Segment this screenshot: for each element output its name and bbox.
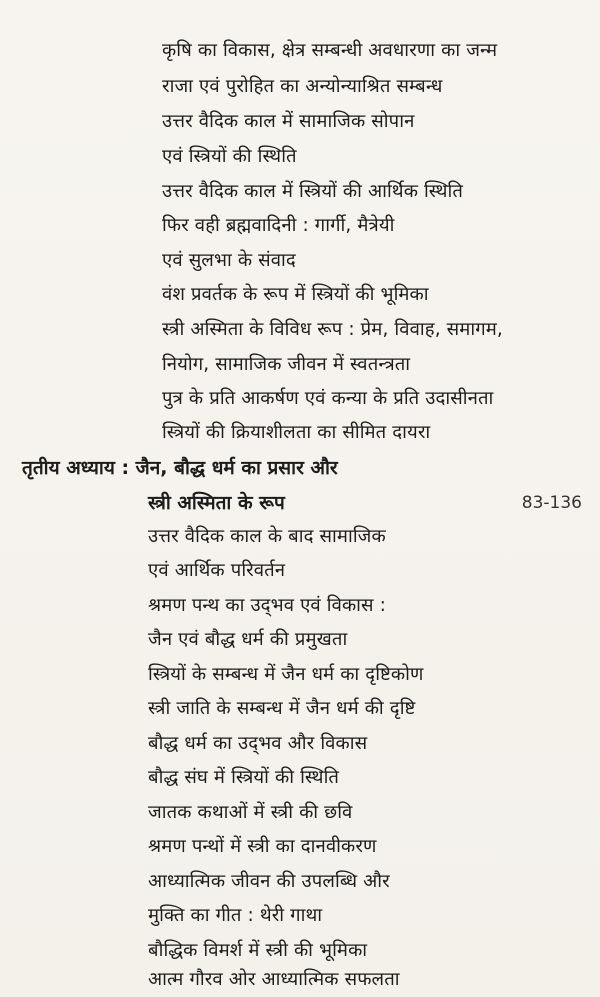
toc-entry: राजा एवं पुरोहित का अन्योन्याश्रित सम्बन्ध xyxy=(162,76,443,97)
toc-entry: उत्तर वैदिक काल में सामाजिक सोपान xyxy=(162,111,415,132)
toc-entry: वंश प्रवर्तक के रूप में स्त्रियों की भूमिका xyxy=(162,284,429,305)
toc-entry: जातक कथाओं में स्त्री की छवि xyxy=(148,802,353,823)
toc-entry: बौद्ध धर्म का उद्‌भव और विकास xyxy=(148,733,368,754)
chapter-title: तृतीय अध्याय : जैन, बौद्ध धर्म का प्रसार और xyxy=(22,457,338,479)
toc-entry: स्त्री जाति के सम्बन्ध में जैन धर्म की दृष्टि xyxy=(148,698,416,719)
chapter-page-range: 83-136 xyxy=(521,493,582,513)
toc-entry: कृषि का विकास, क्षेत्र सम्बन्धी अवधारणा का जन्म xyxy=(162,40,498,61)
chapter-subtitle: स्त्री अस्मिता के रूप xyxy=(148,492,285,514)
toc-entry: उत्तर वैदिक काल के बाद सामाजिक xyxy=(148,526,386,547)
toc-entry: श्रमण पन्थों में स्त्री का दानवीकरण xyxy=(148,836,377,857)
toc-entry: एवं सुलभा के संवाद xyxy=(162,250,296,271)
toc-entry: श्रमण पन्थ का उद्‌भव एवं विकास : xyxy=(148,595,386,616)
toc-entry: मुक्ति का गीत : थेरी गाथा xyxy=(148,905,323,926)
toc-entry: एवं आर्थिक परिवर्तन xyxy=(148,560,286,581)
toc-entry: एवं स्त्रियों की स्थिति xyxy=(162,146,297,167)
toc-entry: आध्यात्मिक जीवन की उपलब्धि और xyxy=(148,871,390,892)
toc-entry: आत्म गौरव ओर आध्यात्मिक सफलता xyxy=(148,969,400,990)
toc-entry: जैन एवं बौद्ध धर्म की प्रमुखता xyxy=(148,629,348,650)
toc-entry: फिर वही ब्रह्मवादिनी : गार्गी, मैत्रेयी xyxy=(162,215,395,236)
toc-entry: नियोग, सामाजिक जीवन में स्वतन्त्रता xyxy=(162,354,411,375)
toc-entry: स्त्री अस्मिता के विविध रूप : प्रेम, विवाह, समागम, xyxy=(162,319,503,340)
toc-entry: बौद्ध संघ में स्त्रियों की स्थिति xyxy=(148,767,340,788)
toc-entry: स्त्रियों के सम्बन्ध में जैन धर्म का दृष्टिकोण xyxy=(148,664,424,685)
toc-entry: बौद्धिक विमर्श में स्त्री की भूमिका xyxy=(148,940,368,961)
toc-entry: उत्तर वैदिक काल में स्त्रियों की आर्थिक स्थिति xyxy=(162,181,463,202)
toc-entry: स्त्रियों की क्रियाशीलता का सीमित दायरा xyxy=(162,422,431,443)
toc-entry: पुत्र के प्रति आकर्षण एवं कन्या के प्रति उदासीनता xyxy=(162,388,494,409)
